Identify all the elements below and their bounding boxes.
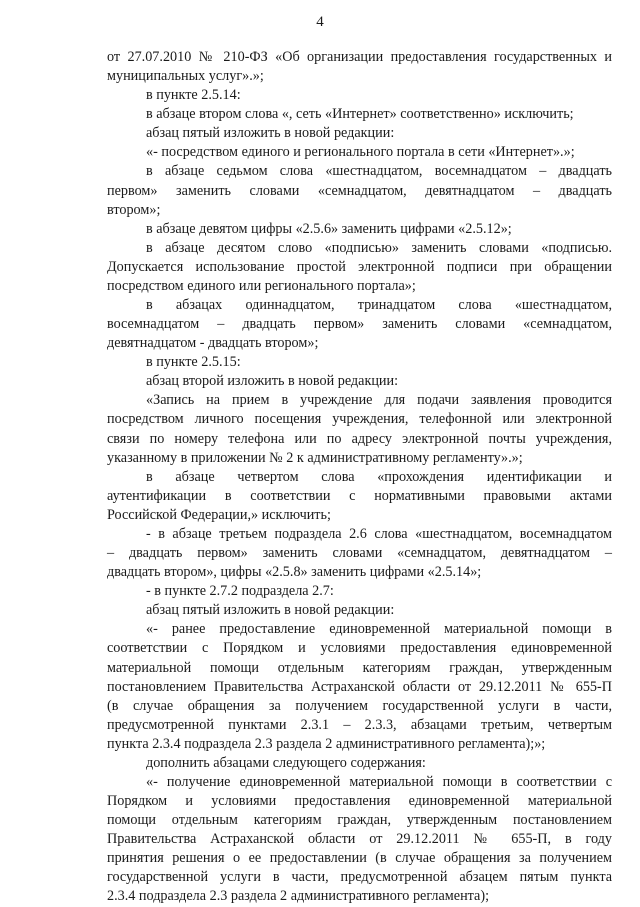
- text-line: Допускается использование простой электронной подписи при обращении: [107, 258, 612, 275]
- text-line: дополнить абзацами следующего содержания:: [146, 754, 426, 771]
- text-line: посредством единого или регионального портала»;: [107, 277, 416, 294]
- page-number: 4: [316, 14, 324, 30]
- text-line: постановлением Правительства Астраханской области от 29.12.2011 № 655-П: [107, 678, 612, 695]
- text-line: (в случае обращения за получением государственной услуги в части,: [107, 697, 612, 714]
- text-line: от 27.07.2010 № 210-ФЗ «Об организации предоставления государственных и: [107, 49, 612, 65]
- text-line: в абзаце девятом цифры «2.5.6» заменить цифрами «2.5.12»;: [146, 220, 512, 237]
- text-line: соответствии с Порядком и условиями предоставления единовременной: [107, 640, 612, 657]
- text-line: абзац пятый изложить в новой редакции:: [146, 602, 395, 619]
- text-line: Правительства Астраханской области от 29.12.2011 № 655-П, в году: [107, 831, 612, 848]
- text-line: указанному в приложении № 2 к административному регламенту».»;: [107, 449, 523, 466]
- text-line: абзац второй изложить в новой редакции:: [146, 373, 399, 390]
- text-line: «- посредством единого и регионального портала в сети «Интернет».»;: [146, 144, 575, 161]
- text-line: в абзацах одиннадцатом, тринадцатом слова «шестнадцатом,: [146, 297, 612, 314]
- text-line: материальной помощи отдельным категориям граждан, утвержденным: [107, 659, 612, 676]
- text-line: в абзаце десятом слово «подписью» заменить словами «подписью.: [146, 239, 612, 256]
- text-line: принятия решения о ее предоставлении (в случае обращения за получением: [107, 850, 612, 867]
- text-line: помощи отдельным категориям граждан, утвержденным постановлением: [107, 812, 612, 829]
- text-line: «- получение единовременной материальной помощи в соответствии с: [146, 773, 612, 790]
- text-line: двадцать втором», цифры «2.5.8» заменить цифрами «2.5.14»;: [107, 564, 482, 581]
- text-line: Порядком и условиями предоставления единовременной материальной: [107, 793, 612, 810]
- text-line: в абзаце втором слова «, сеть «Интернет» соответственно» исключить;: [146, 106, 574, 123]
- text-line: девятнадцатом - двадцать втором»;: [107, 335, 319, 352]
- text-line: - в пункте 2.7.2 подраздела 2.7:: [146, 583, 334, 600]
- text-line: муниципальных услуг».»;: [107, 68, 264, 85]
- text-line: втором»;: [107, 201, 161, 218]
- text-line: «- ранее предоставление единовременной материальной помощи в: [146, 621, 612, 638]
- text-line: аутентификации в соответствии с нормативными правовыми актами: [107, 487, 612, 504]
- text-line: первом» заменить словами «семнадцатом, девятнадцатом – двадцать: [107, 182, 612, 199]
- text-line: в пункте 2.5.15:: [146, 354, 241, 371]
- text-line: государственной услуги в части, предусмотренной абзацем пятым пункта: [107, 869, 612, 886]
- text-line: «Запись на прием в учреждение для подачи заявления проводится: [146, 392, 612, 409]
- text-line: 2.3.4 подраздела 2.3 раздела 2 административного регламента);: [107, 888, 490, 905]
- text-line: предусмотренной пунктами 2.3.1 – 2.3.3, абзацами третьим, четвертым: [107, 716, 612, 733]
- text-line: восемнадцатом – двадцать первом» заменить словами «семнадцатом,: [107, 316, 612, 333]
- text-line: – двадцать первом» заменить словами «семнадцатом, девятнадцатом –: [107, 545, 612, 562]
- text-line: пункта 2.3.4 подраздела 2.3 раздела 2 административного регламента);»;: [107, 735, 546, 752]
- text-line: в абзаце седьмом слова «шестнадцатом, восемнадцатом – двадцать: [146, 163, 612, 180]
- text-line: - в абзаце третьем подраздела 2.6 слова «шестнадцатом, восемнадцатом: [146, 525, 612, 542]
- text-line: связи по номеру телефона или по адресу электронной почты учреждения,: [107, 430, 612, 447]
- text-line: в пункте 2.5.14:: [146, 87, 241, 104]
- text-line: в абзаце четвертом слова «прохождения идентификации и: [146, 468, 612, 485]
- text-line: абзац пятый изложить в новой редакции:: [146, 125, 395, 142]
- text-line: Российской Федерации,» исключить;: [107, 506, 331, 523]
- document-body: [107, 48, 612, 907]
- text-line: посредством личного посещения учреждения, телефонной или электронной: [107, 411, 612, 428]
